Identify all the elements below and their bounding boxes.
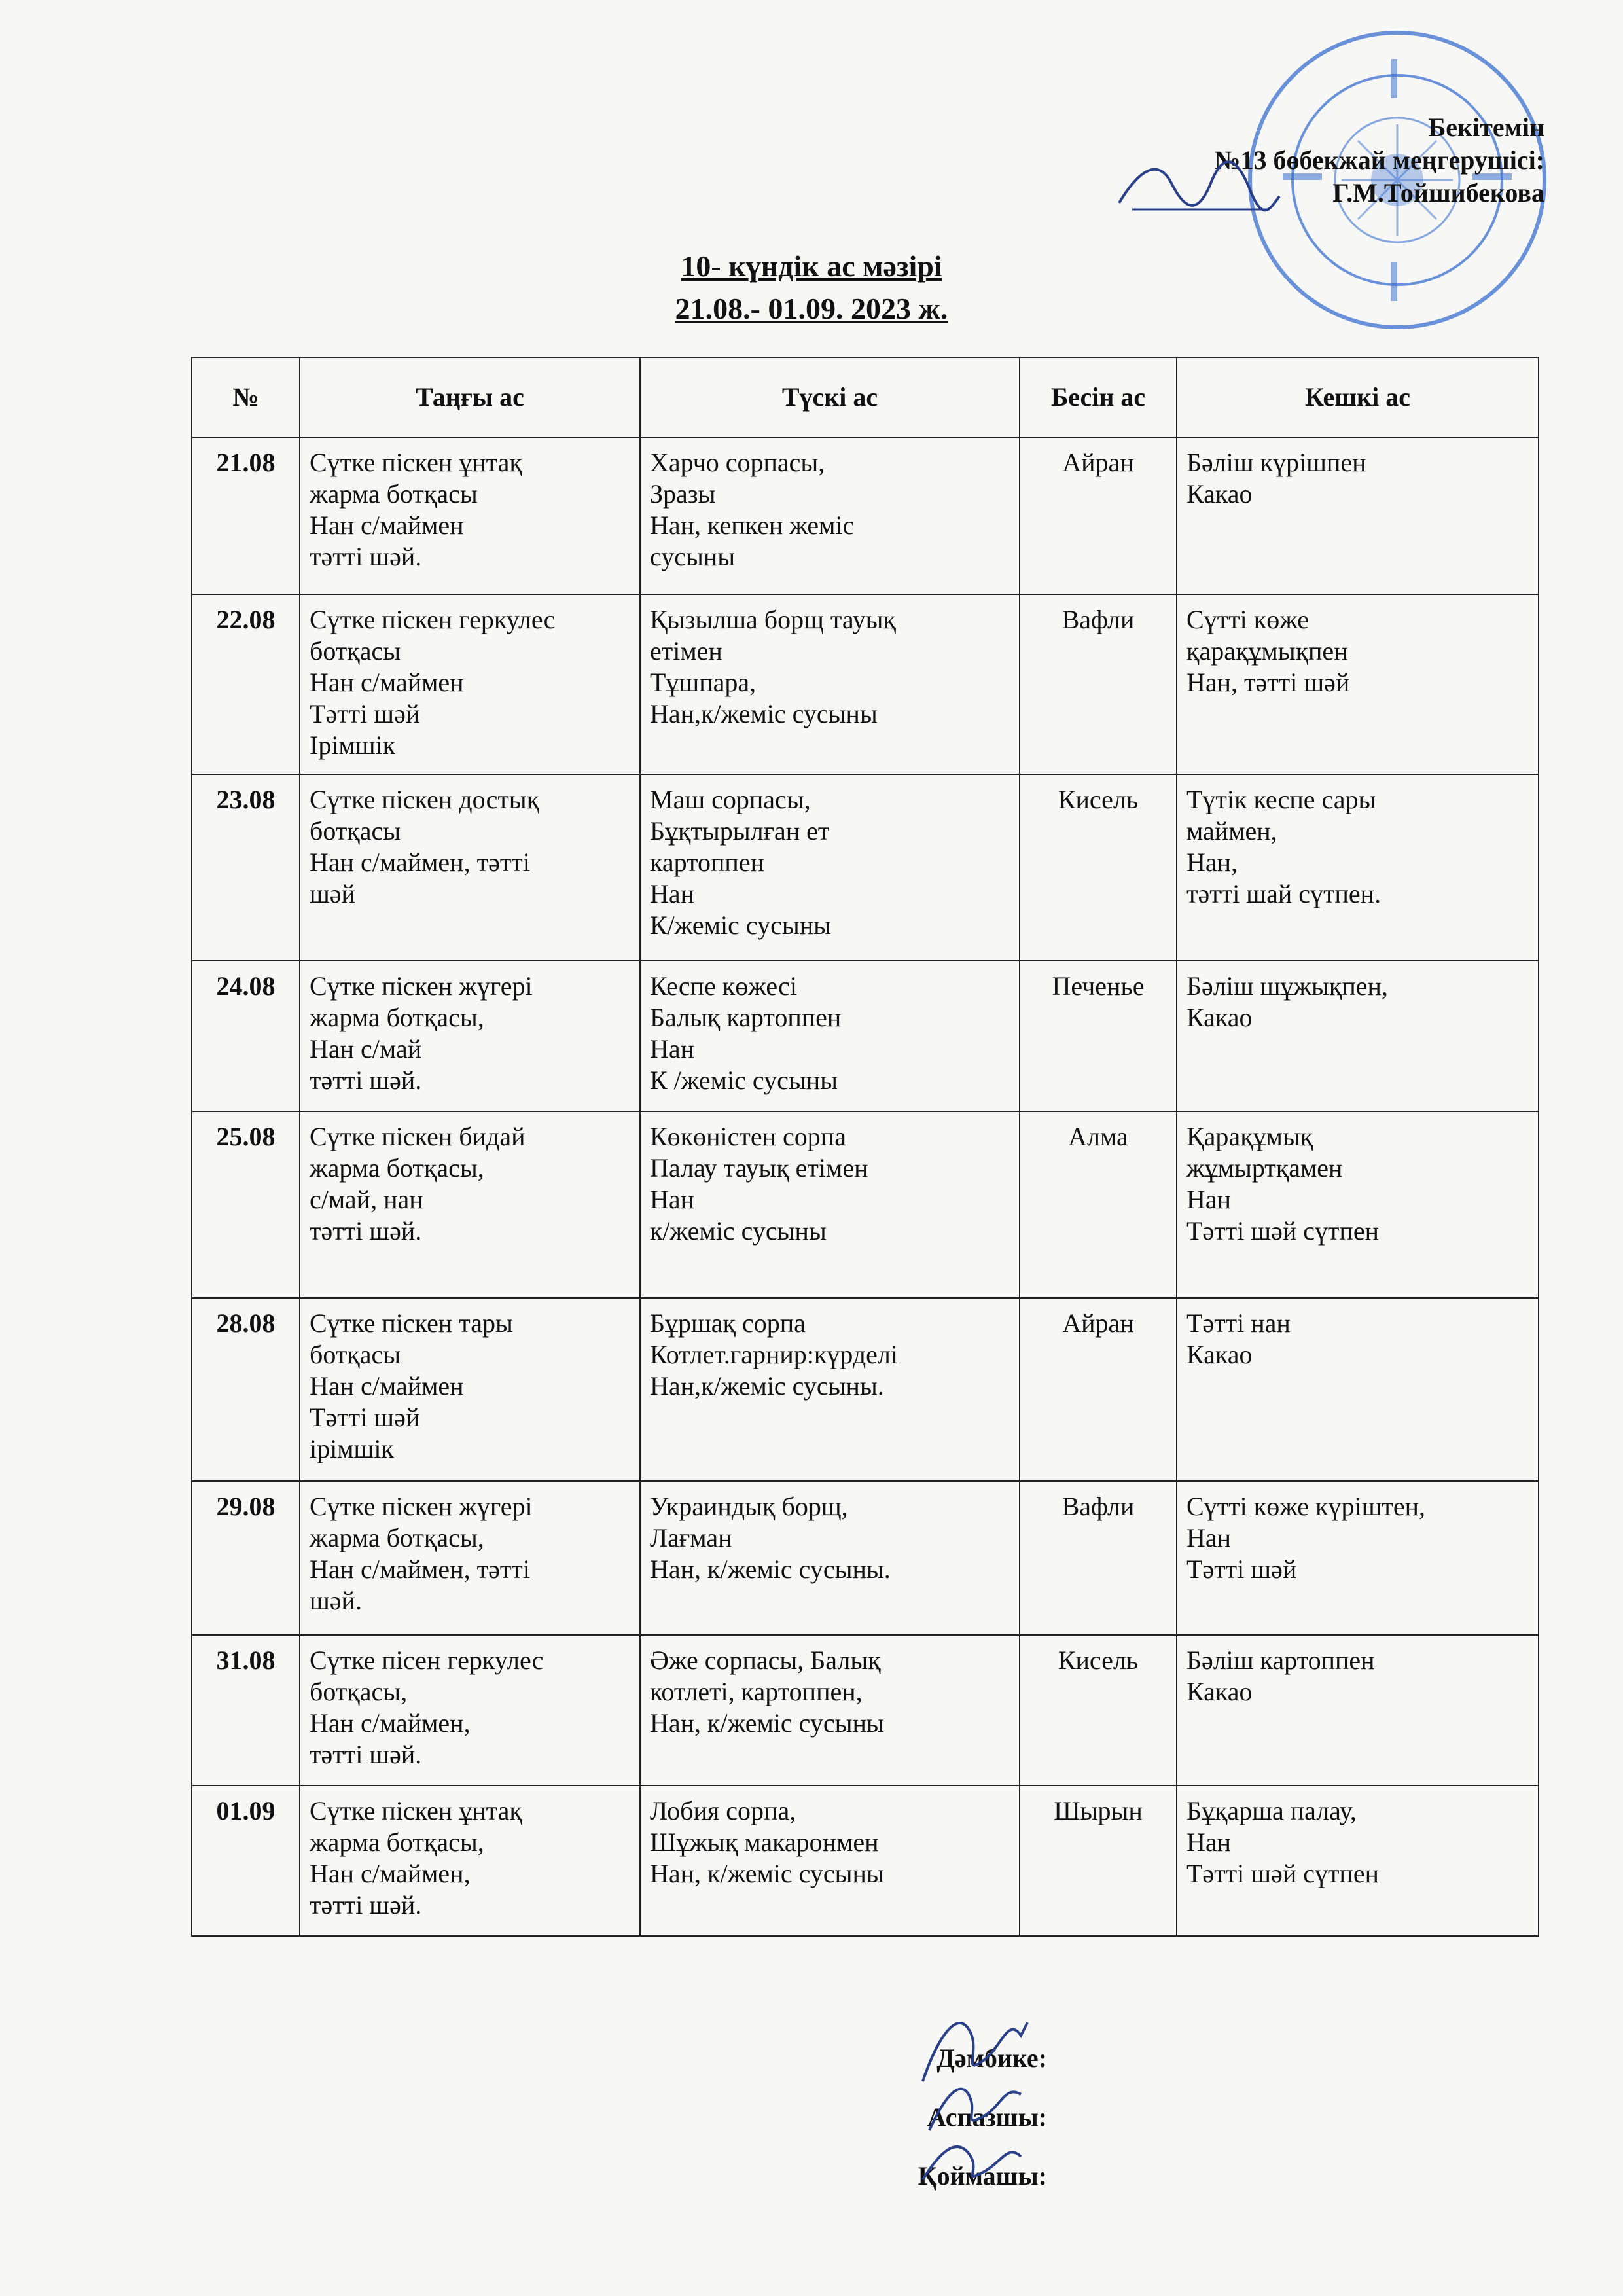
breakfast-line: Тәтті шәй [310, 699, 420, 728]
lunch-line: Нан [650, 879, 695, 908]
lunch-line: Тұшпара, [650, 668, 757, 697]
dinner-line: Какао [1186, 1677, 1253, 1706]
cell-breakfast [300, 1635, 640, 1785]
lunch-line: Нан,к/жеміс сусыны. [650, 1371, 884, 1401]
breakfast-line: Тәтті шәй [310, 1403, 420, 1432]
row-date: 24.08 [192, 961, 300, 1111]
breakfast-line: тәтті шәй. [310, 1740, 422, 1769]
cell-lunch [640, 774, 1020, 961]
breakfast-line: Нан с/маймен, тәтті [310, 848, 530, 877]
table-header-row [192, 357, 1539, 437]
breakfast-line: Нан с/маймен [310, 1371, 464, 1401]
cell-snack: Вафли [1020, 594, 1177, 774]
dinner-line: Нан [1186, 1523, 1232, 1552]
lunch-line: Зразы [650, 479, 716, 509]
lunch-line: Әже сорпасы, Балық [650, 1645, 881, 1675]
breakfast-line: Сүтке пісен геркулес [310, 1645, 544, 1675]
lunch-line: Бұршақ сорпа [650, 1308, 806, 1338]
cell-dinner [1177, 1635, 1539, 1785]
breakfast-line: ботқасы, [310, 1677, 408, 1706]
lunch-line: Нан, к/жеміс сусыны [650, 1859, 884, 1888]
dinner-line: Нан, тәтті шәй [1186, 668, 1350, 697]
lunch-line: Қызылша борщ тауық [650, 605, 896, 634]
lunch-line: к/жеміс сусыны [650, 1216, 827, 1246]
dinner-line: Тәтті шәй сүтпен [1186, 1216, 1380, 1246]
dinner-line: Нан [1186, 1185, 1232, 1214]
cell-snack: Айран [1020, 437, 1177, 594]
menu-period: 21.08.- 01.09. 2023 ж. [675, 292, 948, 325]
cell-dinner [1177, 774, 1539, 961]
dinner-line: Какао [1186, 1340, 1253, 1369]
cell-lunch [640, 1481, 1020, 1635]
cell-snack: Кисель [1020, 1635, 1177, 1785]
storekeeper-label: Қоймашы: [918, 2161, 1047, 2191]
lunch-line: Кеспе көжесі [650, 971, 797, 1001]
dinner-line: қарақұмықпен [1186, 636, 1348, 666]
breakfast-line: Нан с/май [310, 1034, 422, 1064]
dinner-line: Какао [1186, 479, 1253, 509]
row-date: 29.08 [192, 1481, 300, 1635]
lunch-line: Нан, к/жеміс сусыны. [650, 1554, 891, 1584]
row-date: 25.08 [192, 1111, 300, 1298]
cell-snack: Алма [1020, 1111, 1177, 1298]
cell-breakfast [300, 1785, 640, 1936]
row-date: 28.08 [192, 1298, 300, 1481]
cell-breakfast [300, 774, 640, 961]
breakfast-line: тәтті шәй. [310, 1216, 422, 1246]
dietitian-label: Дәмбике: [936, 2043, 1047, 2073]
breakfast-line: жарма ботқасы, [310, 1003, 484, 1032]
table-row [192, 437, 1539, 594]
cell-breakfast [300, 1481, 640, 1635]
cell-snack: Печенье [1020, 961, 1177, 1111]
col-header-number: № [192, 357, 300, 437]
cell-dinner [1177, 1298, 1539, 1481]
dinner-line: Бәліш шұжықпен, [1186, 971, 1388, 1001]
breakfast-line: тәтті шәй. [310, 542, 422, 571]
lunch-line: Лағман [650, 1523, 732, 1552]
dinner-line: Сүтті көже күріштен, [1186, 1492, 1426, 1521]
cell-snack: Вафли [1020, 1481, 1177, 1635]
cell-lunch [640, 594, 1020, 774]
table-row [192, 594, 1539, 774]
lunch-line: Көкөністен сорпа [650, 1122, 846, 1151]
table-row [192, 1481, 1539, 1635]
breakfast-line: ботқасы [310, 1340, 401, 1369]
cell-lunch [640, 961, 1020, 1111]
lunch-line: Лобия сорпа, [650, 1796, 796, 1825]
lunch-line: Нан,к/жеміс сусыны [650, 699, 878, 728]
approval-title: Бекітемін [1428, 113, 1544, 142]
cell-dinner [1177, 1111, 1539, 1298]
dinner-line: Бәліш күрішпен [1186, 448, 1366, 477]
dinner-line: Тәтті нан [1186, 1308, 1291, 1338]
table-row [192, 1785, 1539, 1936]
lunch-line: Нан [650, 1034, 695, 1064]
lunch-line: Палау тауық етімен [650, 1153, 868, 1183]
breakfast-line: тәтті шәй. [310, 1890, 422, 1920]
breakfast-line: жарма ботқасы [310, 479, 478, 509]
lunch-line: Маш сорпасы, [650, 785, 811, 814]
cell-lunch [640, 1298, 1020, 1481]
breakfast-line: ботқасы [310, 816, 401, 846]
lunch-line: К/жеміс сусыны [650, 910, 831, 940]
cell-dinner [1177, 594, 1539, 774]
breakfast-line: Нан с/маймен, тәтті [310, 1554, 530, 1584]
cell-snack: Айран [1020, 1298, 1177, 1481]
approval-signature [1113, 144, 1283, 229]
row-date: 22.08 [192, 594, 300, 774]
breakfast-line: жарма ботқасы, [310, 1827, 484, 1857]
cell-dinner [1177, 1481, 1539, 1635]
dinner-line: тәтті шай сүтпен. [1186, 879, 1382, 908]
cell-breakfast [300, 961, 640, 1111]
breakfast-line: Сүтке піскен ұнтақ [310, 1796, 522, 1825]
dinner-line: Сүтті көже [1186, 605, 1310, 634]
cell-dinner [1177, 1785, 1539, 1936]
cell-breakfast [300, 1298, 640, 1481]
table-row [192, 961, 1539, 1111]
cell-breakfast [300, 1111, 640, 1298]
cell-dinner [1177, 437, 1539, 594]
breakfast-line: Сүтке піскен жүгері [310, 971, 533, 1001]
lunch-line: сусыны [650, 542, 736, 571]
breakfast-line: жарма ботқасы, [310, 1523, 484, 1552]
breakfast-line: Сүтке піскен жүгері [310, 1492, 533, 1521]
cell-lunch [640, 437, 1020, 594]
cell-snack: Кисель [1020, 774, 1177, 961]
breakfast-line: Сүтке піскен достық [310, 785, 540, 814]
col-header-breakfast: Таңғы ас [300, 357, 640, 437]
cell-breakfast [300, 437, 640, 594]
approval-name: Г.М.Тойшибекова [1332, 178, 1544, 207]
approval-position: №13 бөбекжай меңгерушісі: [1214, 145, 1544, 175]
breakfast-line: Нан с/маймен [310, 668, 464, 697]
table-row [192, 1298, 1539, 1481]
dinner-line: Нан, [1186, 848, 1238, 877]
breakfast-line: Ірімшік [310, 730, 396, 760]
menu-table [191, 357, 1539, 1937]
lunch-line: Нан [650, 1185, 695, 1214]
lunch-line: картоппен [650, 848, 764, 877]
table-row [192, 1111, 1539, 1298]
col-header-lunch: Түскі ас [640, 357, 1020, 437]
breakfast-line: с/май, нан [310, 1185, 423, 1214]
dinner-line: Тәтті шәй [1186, 1554, 1297, 1584]
lunch-line: Нан, кепкен жеміс [650, 511, 855, 540]
breakfast-line: Сүтке піскен геркулес [310, 605, 556, 634]
lunch-line: Шұжық макаронмен [650, 1827, 879, 1857]
lunch-line: етімен [650, 636, 722, 666]
breakfast-line: Нан с/маймен [310, 511, 464, 540]
cook-label: Аспазшы: [927, 2102, 1047, 2132]
dinner-line: Бұқарша палау, [1186, 1796, 1357, 1825]
lunch-line: К /жеміс сусыны [650, 1066, 838, 1095]
table-row [192, 1635, 1539, 1785]
lunch-line: Бұқтырылған ет [650, 816, 830, 846]
dinner-line: Түтік кеспе сары [1186, 785, 1376, 814]
row-date: 01.09 [192, 1785, 300, 1936]
dinner-line: Нан [1186, 1827, 1232, 1857]
dinner-line: жұмыртқамен [1186, 1153, 1343, 1183]
lunch-line: Харчо сорпасы, [650, 448, 825, 477]
dinner-line: Бәліш картоппен [1186, 1645, 1375, 1675]
breakfast-line: ірімшік [310, 1434, 394, 1463]
lunch-line: котлеті, картоппен, [650, 1677, 863, 1706]
breakfast-line: Сүтке піскен тары [310, 1308, 513, 1338]
cell-lunch [640, 1785, 1020, 1936]
row-date: 31.08 [192, 1635, 300, 1785]
lunch-line: Балық картоппен [650, 1003, 842, 1032]
row-date: 23.08 [192, 774, 300, 961]
lunch-line: Нан, к/жеміс сусыны [650, 1708, 884, 1738]
breakfast-line: Сүтке піскен бидай [310, 1122, 526, 1151]
breakfast-line: тәтті шәй. [310, 1066, 422, 1095]
cell-breakfast [300, 594, 640, 774]
table-row [192, 774, 1539, 961]
dinner-line: маймен, [1186, 816, 1277, 846]
breakfast-line: шәй. [310, 1586, 362, 1615]
lunch-line: Котлет.гарнир:күрделі [650, 1340, 899, 1369]
breakfast-line: шәй [310, 879, 355, 908]
breakfast-line: Нан с/маймен, [310, 1708, 471, 1738]
col-header-dinner: Кешкі ас [1177, 357, 1539, 437]
dinner-line: Қарақұмық [1186, 1122, 1313, 1151]
cell-lunch [640, 1111, 1020, 1298]
cell-lunch [640, 1635, 1020, 1785]
row-date: 21.08 [192, 437, 300, 594]
breakfast-line: ботқасы [310, 636, 401, 666]
lunch-line: Украиндық борщ, [650, 1492, 848, 1521]
breakfast-line: жарма ботқасы, [310, 1153, 484, 1183]
col-header-snack: Бесін ас [1020, 357, 1177, 437]
menu-title: 10- күндік ас мәзірі [681, 249, 942, 283]
storekeeper-signature [916, 2127, 1027, 2193]
cell-dinner [1177, 961, 1539, 1111]
cell-snack: Шырын [1020, 1785, 1177, 1936]
breakfast-line: Сүтке піскен ұнтақ [310, 448, 522, 477]
dinner-line: Тәтті шәй сүтпен [1186, 1859, 1380, 1888]
breakfast-line: Нан с/маймен, [310, 1859, 471, 1888]
dinner-line: Какао [1186, 1003, 1253, 1032]
